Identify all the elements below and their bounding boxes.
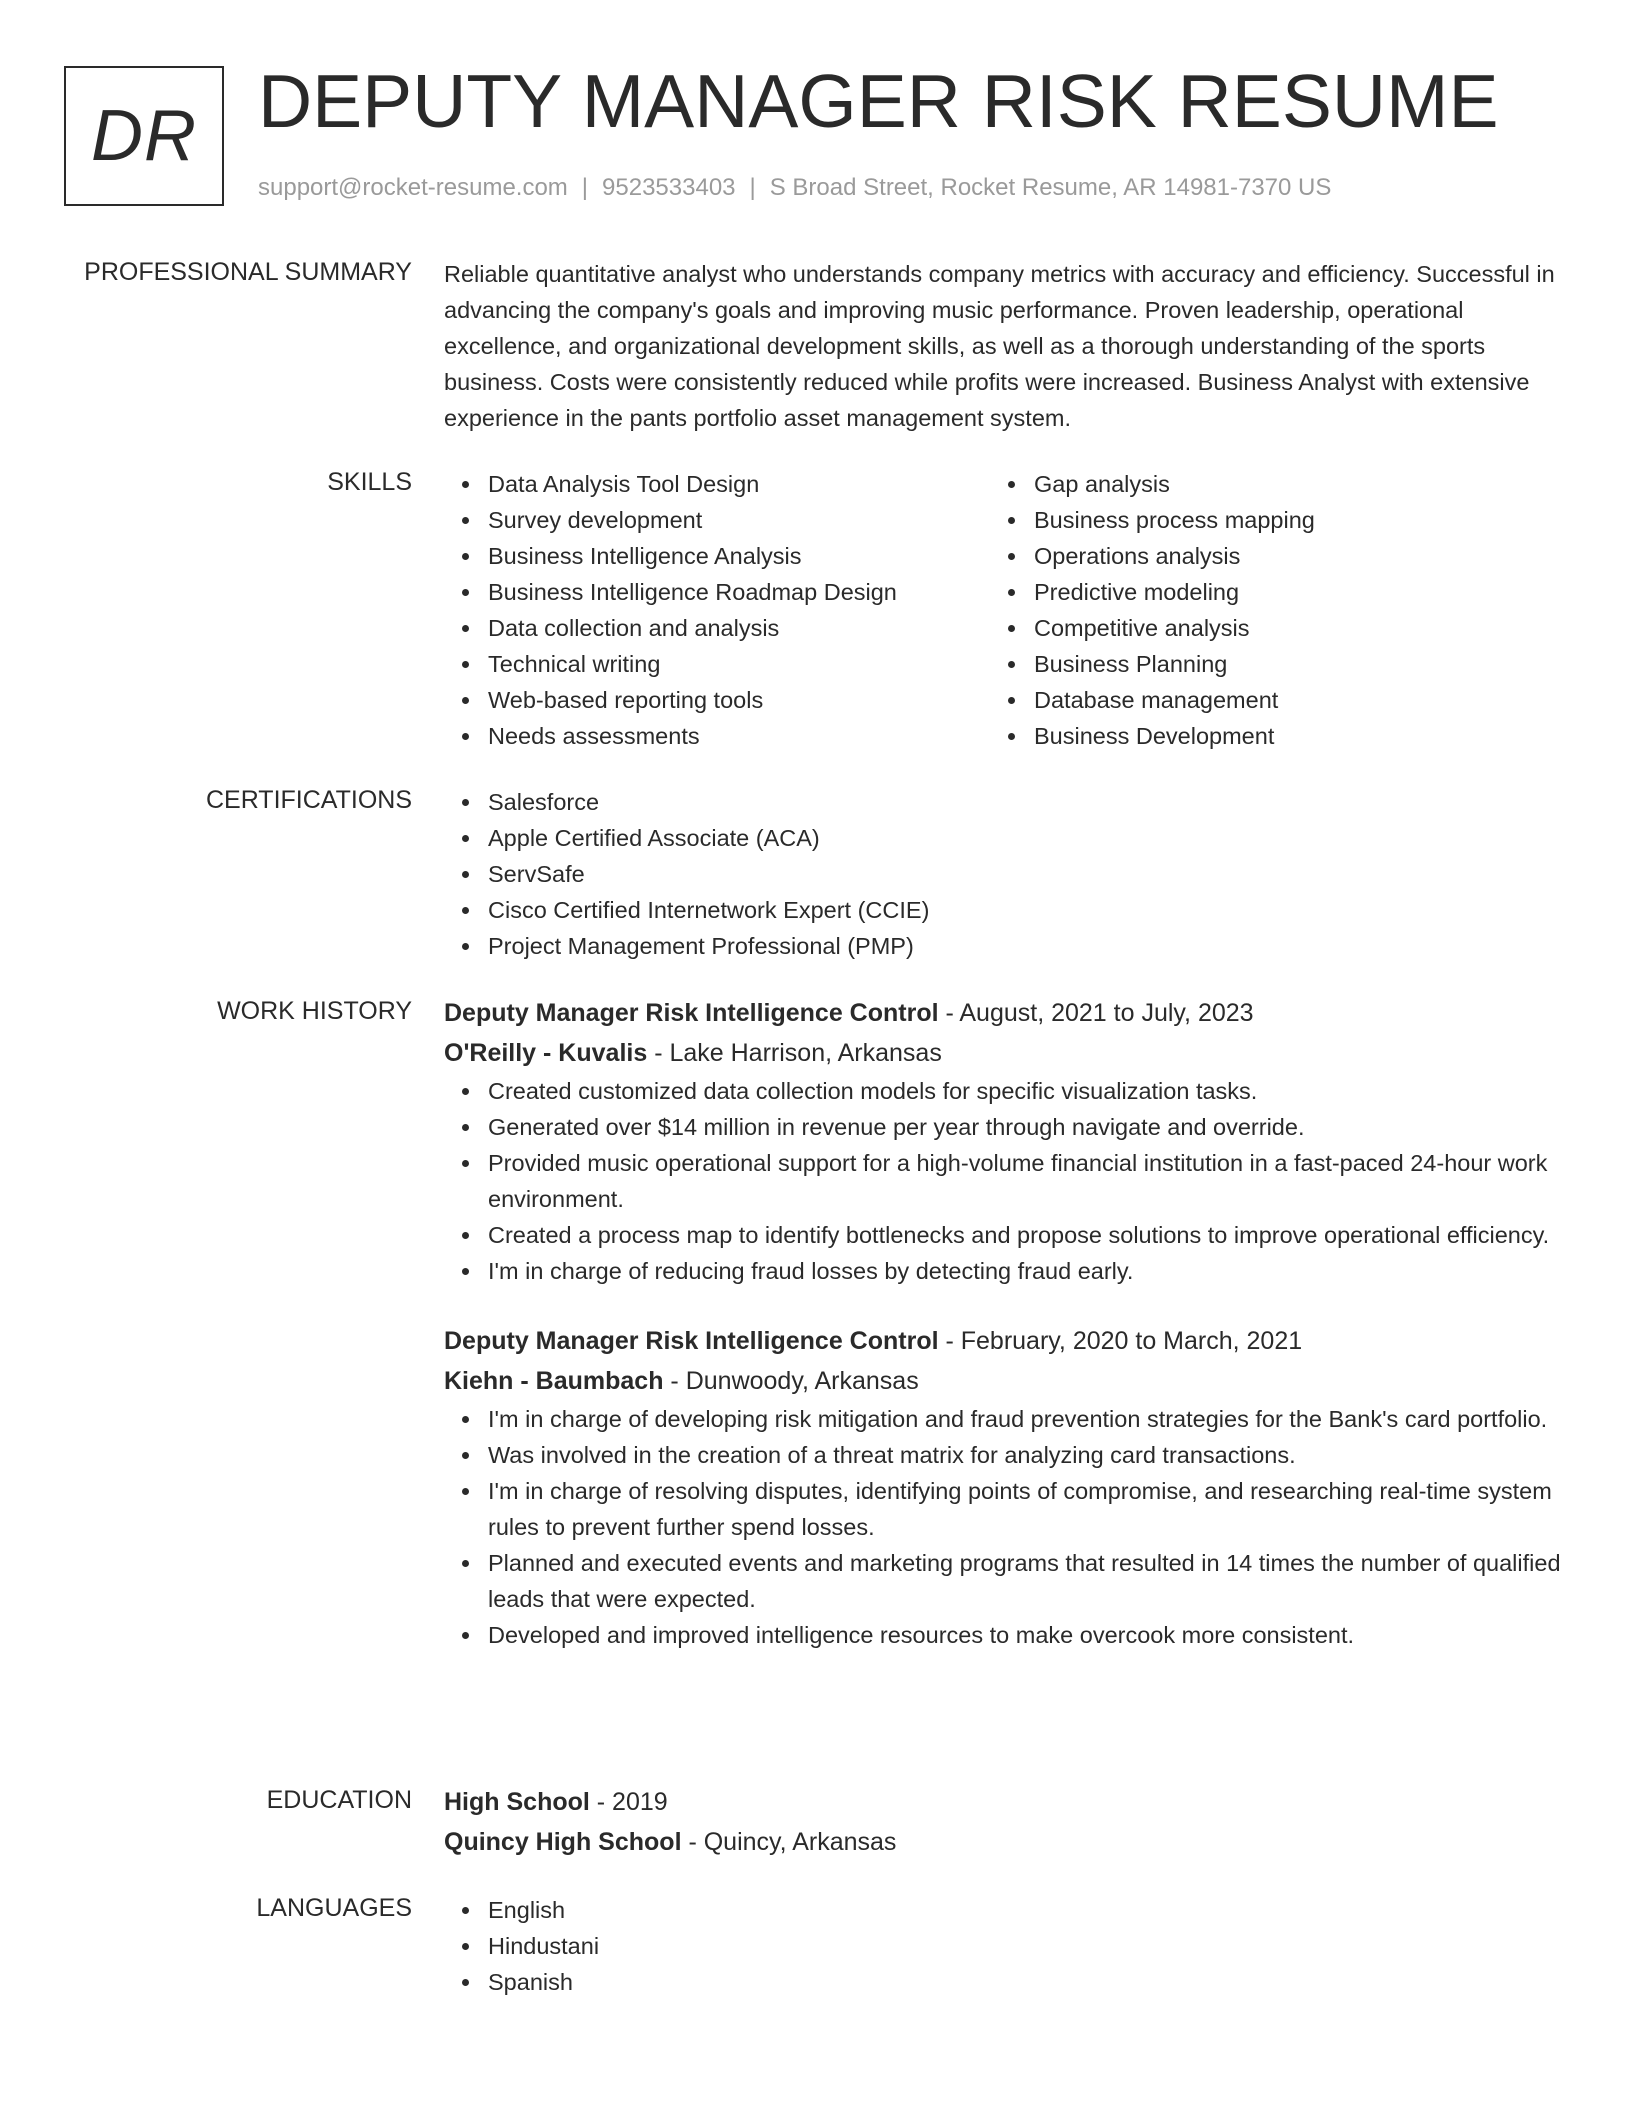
list-item: Database management (1034, 682, 1536, 718)
languages-list (444, 1892, 1564, 2000)
list-item: Needs assessments (488, 718, 990, 754)
section-label-languages: LANGUAGES (256, 1894, 412, 1922)
certifications-body (444, 784, 1564, 964)
list-item: Planned and executed events and marketing programs that resulted in 14 times the number of qualified leads that were expected. (488, 1545, 1564, 1617)
summary-text: Reliable quantitative analyst who understands company metrics with accuracy and efficiency. Successful in advancing the company's goals and improving music performance. Proven leadership, operational excellence, and organizational development skills, as well as a thorough understanding of the sports business. Costs were consistently reduced while profits were increased. Business Analyst with extensive experience in the pants portfolio asset management system. (444, 261, 1555, 431)
contact-separator: | (581, 174, 589, 201)
summary-body (444, 256, 1564, 436)
list-item: Salesforce (488, 784, 1564, 820)
list-item: Survey development (488, 502, 990, 538)
certifications-list (444, 784, 1564, 964)
list-item: Competitive analysis (1034, 610, 1536, 646)
contact-address: S Broad Street, Rocket Resume, AR 14981-7370 US (769, 174, 1332, 201)
work-history-body (444, 993, 1564, 1653)
list-item: Business Intelligence Analysis (488, 538, 990, 574)
list-item: Business Development (1034, 718, 1536, 754)
section-label-skills: SKILLS (327, 468, 412, 496)
list-item: Predictive modeling (1034, 574, 1536, 610)
education-body (444, 1782, 1564, 1862)
job-entry (444, 1321, 1564, 1653)
list-item: Data collection and analysis (488, 610, 990, 646)
list-item: Created a process map to identify bottlenecks and propose solutions to improve operational efficiency. (488, 1217, 1564, 1253)
contact-line (258, 174, 1331, 202)
education-location: - Quincy, Arkansas (681, 1828, 897, 1856)
job-bullets (444, 1073, 1564, 1289)
education-degree: High School (444, 1788, 590, 1816)
job-title: Deputy Manager Risk Intelligence Control (444, 1327, 939, 1355)
job-dates: - August, 2021 to July, 2023 (938, 999, 1254, 1027)
list-item: I'm in charge of resolving disputes, identifying points of compromise, and researching real-time system rules to prevent further spend losses. (488, 1473, 1564, 1545)
contact-separator: | (749, 174, 756, 201)
skills-body (444, 466, 1564, 754)
list-item: Technical writing (488, 646, 990, 682)
list-item: Data Analysis Tool Design (488, 466, 990, 502)
job-dates: - February, 2020 to March, 2021 (938, 1327, 1303, 1355)
job-location: - Dunwoody, Arkansas (663, 1367, 919, 1395)
section-label-education: EDUCATION (266, 1786, 412, 1814)
job-company: Kiehn - Baumbach (444, 1367, 664, 1395)
list-item: Developed and improved intelligence resources to make overcook more consistent. (488, 1617, 1564, 1653)
job-entry (444, 993, 1564, 1289)
list-item: Business Planning (1034, 646, 1536, 682)
job-title-line (444, 993, 1564, 1033)
education-school-line (444, 1822, 1564, 1862)
job-title: Deputy Manager Risk Intelligence Control (444, 999, 939, 1027)
skills-list-left (444, 466, 990, 754)
page-title: DEPUTY MANAGER RISK RESUME (258, 59, 1499, 143)
list-item: Generated over $14 million in revenue per year through navigate and override. (488, 1109, 1564, 1145)
list-item: Cisco Certified Internetwork Expert (CCIE) (488, 892, 1564, 928)
contact-phone: 9523533403 (602, 174, 736, 201)
education-degree-line (444, 1782, 1564, 1822)
job-bullets (444, 1401, 1564, 1653)
list-item: Hindustani (488, 1928, 1564, 1964)
list-item: ServSafe (488, 856, 1564, 892)
list-item: Business Intelligence Roadmap Design (488, 574, 990, 610)
list-item: Apple Certified Associate (ACA) (488, 820, 1564, 856)
list-item: Spanish (488, 1964, 1564, 2000)
list-item: Created customized data collection models for specific visualization tasks. (488, 1073, 1564, 1109)
list-item: Provided music operational support for a high-volume financial institution in a fast-paced 24-hour work environment. (488, 1145, 1564, 1217)
contact-email: support@rocket-resume.com (258, 174, 568, 201)
section-label-summary: PROFESSIONAL SUMMARY (84, 258, 412, 286)
list-item: Web-based reporting tools (488, 682, 990, 718)
job-company-line (444, 1361, 1564, 1401)
section-label-certifications: CERTIFICATIONS (205, 786, 412, 814)
education-school: Quincy High School (444, 1828, 682, 1856)
list-item: English (488, 1892, 1564, 1928)
list-item: Project Management Professional (PMP) (488, 928, 1564, 964)
skills-list-right (990, 466, 1536, 754)
skills-columns (444, 466, 1564, 754)
job-company: O'Reilly - Kuvalis (444, 1039, 648, 1067)
list-item: I'm in charge of developing risk mitigation and fraud prevention strategies for the Bank's card portfolio. (488, 1401, 1564, 1437)
job-location: - Lake Harrison, Arkansas (647, 1039, 942, 1067)
education-year: - 2019 (589, 1788, 668, 1816)
job-title-line (444, 1321, 1564, 1361)
list-item: Was involved in the creation of a threat matrix for analyzing card transactions. (488, 1437, 1564, 1473)
job-company-line (444, 1033, 1564, 1073)
list-item: I'm in charge of reducing fraud losses by detecting fraud early. (488, 1253, 1564, 1289)
list-item: Gap analysis (1034, 466, 1536, 502)
list-item: Operations analysis (1034, 538, 1536, 574)
languages-body (444, 1892, 1564, 2000)
list-item: Business process mapping (1034, 502, 1536, 538)
section-label-work-history: WORK HISTORY (217, 997, 412, 1025)
monogram-badge: DR (64, 66, 224, 206)
